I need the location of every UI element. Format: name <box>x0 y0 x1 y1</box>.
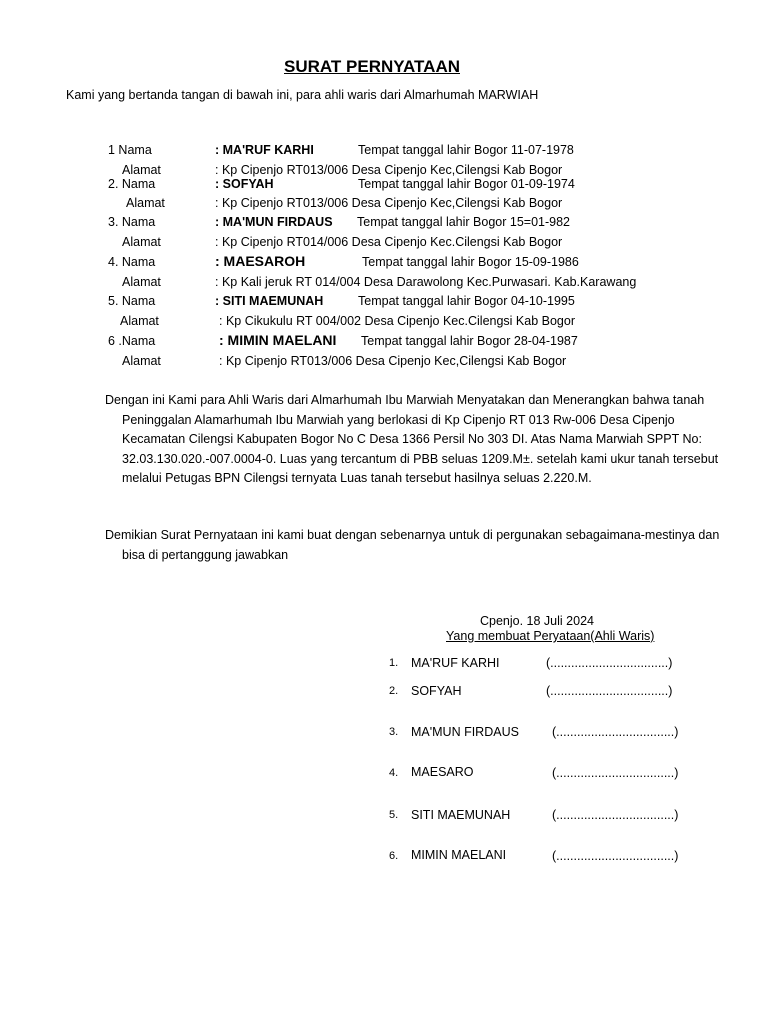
signature-line: (..................................) <box>546 656 673 670</box>
heir-label: 4. Nama <box>108 255 156 269</box>
signature-number: 3. <box>389 726 399 738</box>
heir-label: 1 Nama <box>108 143 152 157</box>
heir-name: : MA'MUN FIRDAUS <box>215 215 333 229</box>
heir-name: : SOFYAH <box>215 177 274 191</box>
signature-line: (..................................) <box>552 766 679 780</box>
signature-number: 1. <box>389 657 399 669</box>
signature-line: (..................................) <box>546 684 673 698</box>
signature-name: MAESARO <box>411 765 474 779</box>
place-date: Cpenjo. 18 Juli 2024 <box>480 614 594 628</box>
heir-name: : MIMIN MAELANI <box>219 332 337 348</box>
signature-line: (..................................) <box>552 849 679 863</box>
heir-address-label: Alamat <box>122 163 161 177</box>
signature-number: 6. <box>389 850 399 862</box>
signature-name: MA'MUN FIRDAUS <box>411 725 519 739</box>
signature-name: SOFYAH <box>411 684 462 698</box>
heir-label: 6 .Nama <box>108 334 156 348</box>
heir-birth: Tempat tanggal lahir Bogor 15-09-1986 <box>362 255 579 269</box>
heir-birth: Tempat tanggal lahir Bogor 28-04-1987 <box>361 334 578 348</box>
heir-label: 2. Nama <box>108 177 156 191</box>
heir-address-label: Alamat <box>122 275 161 289</box>
document-title: SURAT PERNYATAAN <box>284 57 460 76</box>
signer-heading: Yang membuat Peryataan(Ahli Waris) <box>446 629 655 643</box>
signature-number: 5. <box>389 809 399 821</box>
closing-paragraph: Demikian Surat Pernyataan ini kami buat dengan sebenarnya untuk di pergunakan sebagaimana-mestinya dan bisa di pertanggung jawabkan <box>105 528 720 562</box>
heir-label: 5. Nama <box>108 294 156 308</box>
signature-line: (..................................) <box>552 808 679 822</box>
heir-birth: Tempat tanggal lahir Bogor 01-09-1974 <box>358 177 575 191</box>
heir-address-label: Alamat <box>126 196 165 210</box>
heir-address-label: Alamat <box>122 235 161 249</box>
heir-birth: Tempat tanggal lahir Bogor 11-07-1978 <box>358 143 574 157</box>
signature-name: MIMIN MAELANI <box>411 848 507 862</box>
heir-birth: Tempat tanggal lahir Bogor 15=01-982 <box>357 215 570 229</box>
heir-birth: Tempat tanggal lahir Bogor 04-10-1995 <box>358 294 575 308</box>
heir-address: : Kp Cipenjo RT013/006 Desa Cipenjo Kec,Cilengsi Kab Bogor <box>215 163 563 177</box>
heir-address: : Kp Kali jeruk RT 014/004 Desa Darawolong Kec.Purwasari. Kab.Karawang <box>215 275 637 289</box>
statement-paragraph: Dengan ini Kami para Ahli Waris dari Almarhumah Ibu Marwiah Menyatakan dan Menerangkan bahwa tanah Peninggalan Alamarhumah Ibu Marwiah yang berlokasi di Kp Cipenjo RT 013 Rw-006 Desa Cipenjo Kecamatan Cilengsi Kabupaten Bogor No C Desa 1366 Persil No 303 DI. Atas Nama Marwiah SPPT No: 32.03.130.020.-007.0004-0. Luas yang tercantum di PBB seluas 1209.M±. setelah kami ukur tanah tersebut melalui Petugas BPN Cilengsi ternyata Luas tanah tersebut hasilnya seluas 2.220.M. <box>105 393 719 486</box>
signature-number: 4. <box>389 767 399 779</box>
signature-name: MA'RUF KARHI <box>411 656 500 670</box>
heir-label: 3. Nama <box>108 215 156 229</box>
signature-line: (..................................) <box>552 725 679 739</box>
heir-address: : Kp Cikukulu RT 004/002 Desa Cipenjo Kec.Cilengsi Kab Bogor <box>219 314 575 328</box>
heir-address-label: Alamat <box>120 314 159 328</box>
heir-address: : Kp Cipenjo RT013/006 Desa Cipenjo Kec,Cilengsi Kab Bogor <box>215 196 563 210</box>
heir-name: : SITI MAEMUNAH <box>215 294 324 308</box>
heir-address-label: Alamat <box>122 354 161 368</box>
heir-name: : MAESAROH <box>215 253 306 269</box>
intro-text: Kami yang bertanda tangan di bawah ini, para ahli waris dari Almarhumah MARWIAH <box>66 88 539 102</box>
signature-name: SITI MAEMUNAH <box>411 808 511 822</box>
heir-address: : Kp Cipenjo RT013/006 Desa Cipenjo Kec,Cilengsi Kab Bogor <box>219 354 567 368</box>
signature-number: 2. <box>389 685 399 697</box>
heir-address: : Kp Cipenjo RT014/006 Desa Cipenjo Kec.Cilengsi Kab Bogor <box>215 235 563 249</box>
heir-name: : MA'RUF KARHI <box>215 143 314 157</box>
